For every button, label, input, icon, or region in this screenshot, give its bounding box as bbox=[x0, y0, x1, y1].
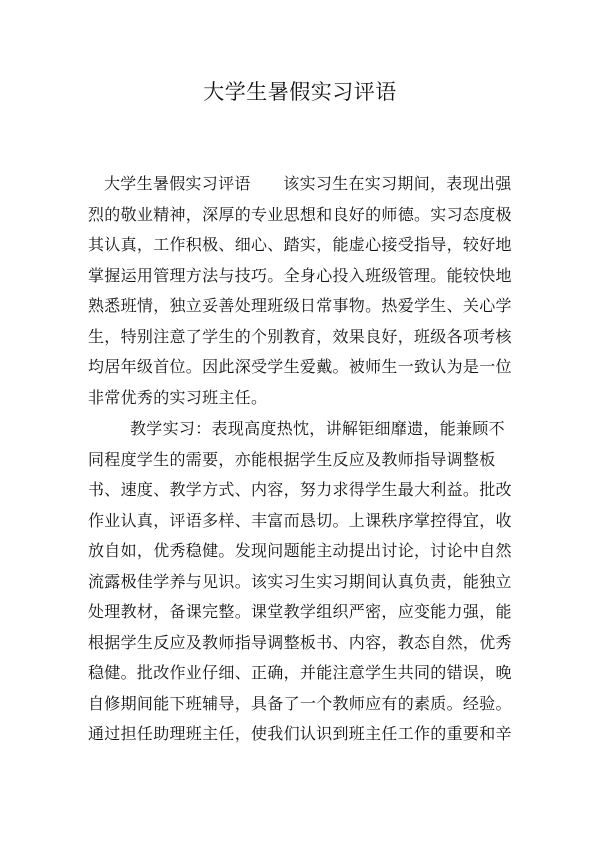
paragraph-line: 其认真，工作积极、细心、踏实，能虚心接受指导，较好地 bbox=[88, 235, 512, 254]
paragraph-line: 流露极佳学养与见识。该实习生实习期间认真负责，能独立 bbox=[88, 571, 512, 591]
paragraph-line: 处理教材，备课完整。课堂教学组织严密，应变能力强，能 bbox=[88, 602, 512, 621]
paragraph-line: 烈的敬业精神，深厚的专业思想和良好的师德。实习态度极 bbox=[88, 204, 512, 224]
paragraph-line: 稳健。批改作业仔细、正确，并能注意学生共同的错误，晚 bbox=[88, 663, 512, 682]
paragraph-line: 非常优秀的实习班主任。 bbox=[88, 387, 268, 407]
paragraph-line: 自修期间能下班辅导，具备了一个教师应有的素质。经验。 bbox=[88, 693, 512, 713]
paragraph-line: 均居年级首位。因此深受学生爱戴。被师生一致认为是一位 bbox=[88, 357, 512, 376]
paragraph-line: 根据学生反应及教师指导调整板书、内容，教态自然，优秀 bbox=[88, 632, 512, 652]
paragraph-line: 掌握运用管理方法与技巧。全身心投入班级管理。能较快地 bbox=[88, 265, 512, 285]
paragraph-line: 熟悉班情，独立妥善处理班级日常事物。热爱学生、关心学 bbox=[88, 296, 512, 315]
paragraph-line: 同程度学生的需要，亦能根据学生反应及教师指导调整板 bbox=[88, 449, 496, 469]
paragraph-line: 通过担任助理班主任，使我们认识到班主任工作的重要和辛 bbox=[88, 724, 512, 743]
paragraph-line: 放自如，优秀稳健。发现问题能主动提出讨论，讨论中自然 bbox=[88, 541, 512, 560]
paragraph-1 bbox=[88, 169, 528, 413]
document-title: 大学生暑假实习评语 bbox=[203, 80, 397, 104]
paragraph-2 bbox=[88, 414, 528, 750]
paragraph-line: 教学实习：表现高度热忱，讲解钜细靡遗，能兼顾不 bbox=[130, 419, 505, 438]
paragraph-line: 生，特别注意了学生的个别教育，效果良好，班级各项考核 bbox=[88, 326, 512, 346]
paragraph-line: 书、速度、教学方式、内容，努力求得学生最大利益。批改 bbox=[88, 480, 512, 499]
paragraph-line: 作业认真，评语多样、丰富而恳切。上课秩序掌控得宜，收 bbox=[88, 510, 512, 530]
document-body bbox=[88, 169, 528, 750]
paragraph-line: 大学生暑假实习评语 该实习生在实习期间，表现出强 bbox=[104, 174, 512, 193]
